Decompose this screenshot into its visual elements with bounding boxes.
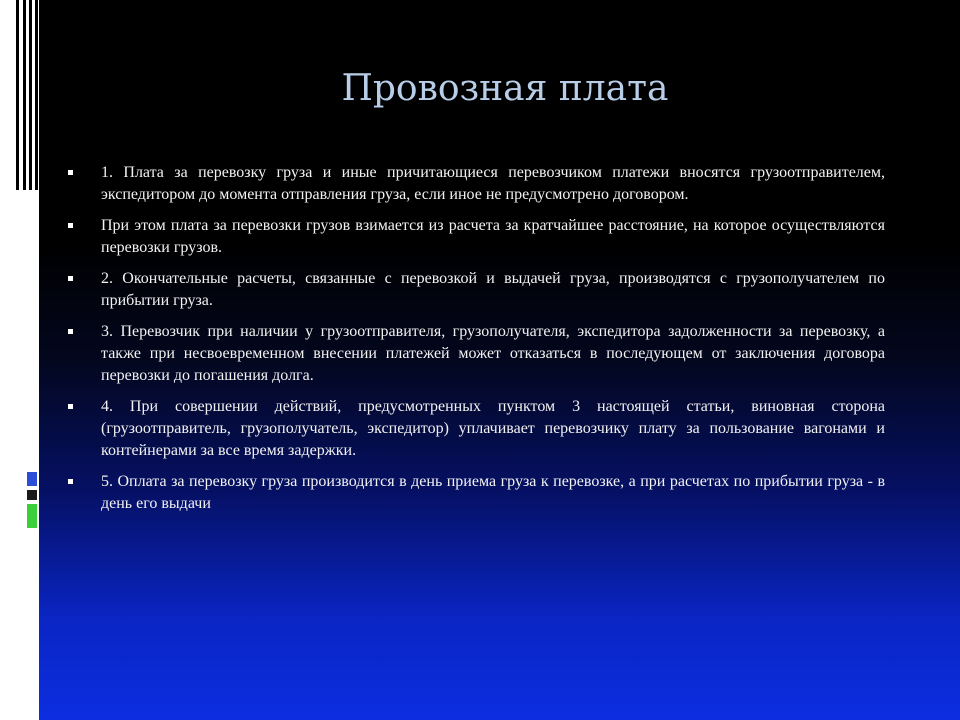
list-item-text: При этом плата за перевозки грузов взимается из расчета за кратчайшее расстояние, на которое осуществляются перевозки грузов.: [101, 217, 885, 256]
bullet-list: [68, 162, 885, 524]
strip-vertical-lines: [16, 0, 38, 190]
list-item: [68, 162, 885, 206]
list-item-text: 1. Плата за перевозку груза и иные причитающиеся перевозчиком платежи вносятся грузоотправителем, экспедитором до момента отправления груза, если иное не предусмотрено договором.: [101, 164, 885, 203]
strip-line: [23, 0, 26, 190]
bullet-icon: [68, 223, 73, 228]
list-item-text: 5. Оплата за перевозку груза производится в день приема груза к перевозке, а при расчетах по прибытии груза - в день его выдачи: [101, 473, 885, 512]
list-item: [68, 321, 885, 387]
list-item-text: 2. Окончательные расчеты, связанные с перевозкой и выдачей груза, производятся с грузополучателем по прибытии груза.: [101, 270, 885, 309]
strip-mark-dark: [27, 490, 37, 500]
list-item: [68, 215, 885, 259]
bullet-icon: [68, 479, 73, 484]
list-item: [68, 471, 885, 515]
strip-line: [16, 0, 19, 190]
list-item: [68, 268, 885, 312]
bullet-icon: [68, 404, 73, 409]
left-decorative-strip: [0, 0, 39, 720]
strip-mark-blue: [27, 472, 37, 486]
strip-line: [35, 0, 38, 190]
strip-mark-green: [27, 504, 37, 528]
strip-line: [29, 0, 32, 190]
slide-title: Провозная плата: [341, 68, 669, 109]
bullet-icon: [68, 329, 73, 334]
list-item-text: 3. Перевозчик при наличии у грузоотправителя, грузополучателя, экспедитора задолженности за перевозку, а также при несвоевременном внесении платежей может отказаться в последующем от заключения договора перевозки до погашения долга.: [101, 323, 885, 384]
bullet-icon: [68, 276, 73, 281]
bullet-icon: [68, 170, 73, 175]
strip-marks: [27, 472, 37, 532]
list-item-text: 4. При совершении действий, предусмотренных пунктом 3 настоящей статьи, виновная сторона (грузоотправитель, грузополучатель, экспедитор) уплачивает перевозчику плату за пользование вагонами и контейнерами за все время задержки.: [101, 398, 885, 459]
list-item: [68, 396, 885, 462]
